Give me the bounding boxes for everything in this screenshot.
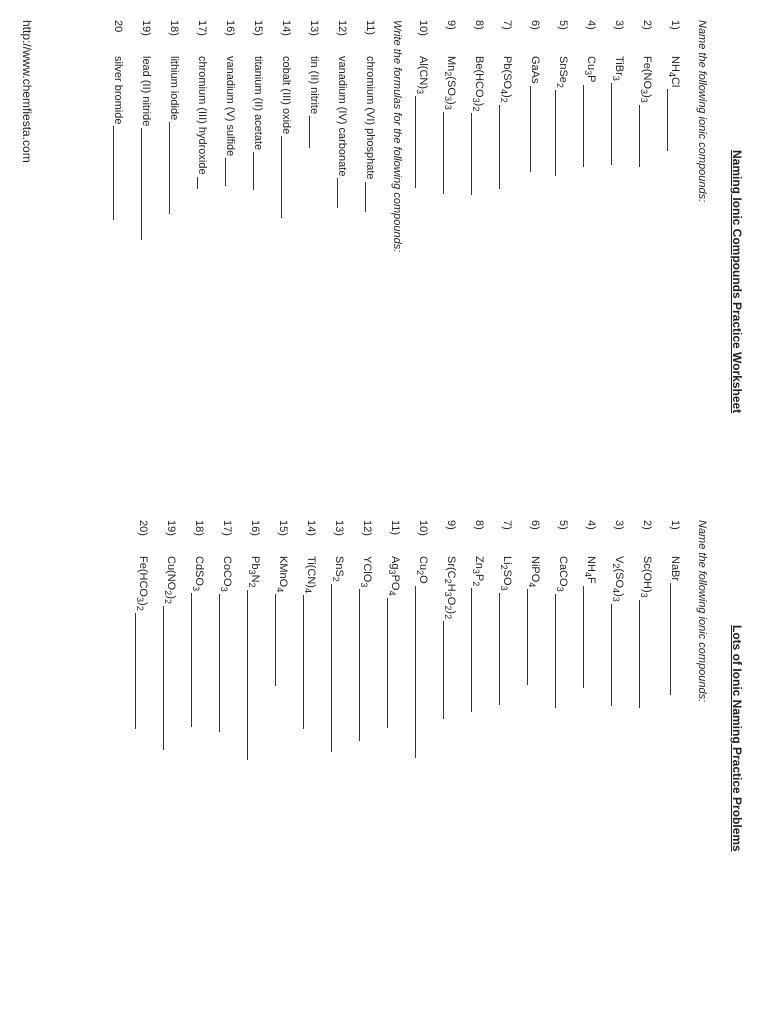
right-answer-line[interactable] (611, 604, 612, 706)
right-item-text: KMnO$_4$ (273, 556, 290, 686)
left-s2-item-number: 16) (224, 20, 236, 36)
left-s1-answer-line[interactable] (499, 105, 500, 189)
right-answer-line[interactable] (331, 584, 332, 752)
right-item-text: $Sc(OH)_3$ (637, 556, 654, 708)
left-s2-item-number: 19) (140, 20, 152, 36)
right-item-number: 19) (165, 520, 177, 536)
source-url[interactable]: http://www.chemfiesta.com (20, 20, 34, 163)
left-s1-answer-line[interactable] (415, 96, 416, 188)
left-s2-item-number: 15) (252, 20, 264, 36)
left-s1-item-number: 4) (585, 20, 597, 30)
left-s1-item-number: 8) (473, 20, 485, 30)
right-answer-line[interactable] (135, 613, 136, 729)
left-s2-answer-line[interactable] (309, 116, 310, 148)
left-s2-item-text: lead (II) nitride (139, 56, 153, 240)
left-s1-answer-line[interactable] (471, 113, 472, 195)
left-s1-item-text: $Pb(SO_4)_2$ (497, 56, 514, 189)
right-item-text: $Cu_2O$ (413, 556, 430, 758)
left-s2-item-number: 12) (336, 20, 348, 36)
left-s2-item-text: silver bromide (111, 56, 125, 220)
right-item-text: NiPO$_4$ (525, 556, 542, 685)
left-s2-answer-line[interactable] (141, 128, 142, 240)
left-s1-item-number: 5) (557, 20, 569, 30)
left-s2-answer-line[interactable] (281, 136, 282, 218)
right-answer-line[interactable] (527, 589, 528, 685)
left-s2-item-number: 14) (280, 20, 292, 36)
right-item-text: YClO$_3$ (357, 556, 374, 741)
right-answer-line[interactable] (583, 586, 584, 688)
left-s1-item-number: 1) (669, 20, 681, 30)
left-s2-item-number: 20 (112, 20, 124, 33)
left-title: Naming Ionic Compounds Practice Worksheet (730, 150, 744, 414)
right-item-text: CdSO$_3$ (189, 556, 206, 727)
left-s2-item-text: lithium iodide (167, 56, 181, 214)
left-s1-item-number: 9) (445, 20, 457, 30)
right-answer-line[interactable] (303, 595, 304, 729)
right-item-number: 3) (613, 520, 625, 530)
right-item-text: CoCO$_3$ (217, 556, 234, 732)
left-s1-answer-line[interactable] (443, 112, 444, 194)
right-item-number: 5) (557, 520, 569, 530)
right-item-text: $NH_4F$ (581, 556, 598, 688)
right-answer-line[interactable] (359, 589, 360, 741)
left-s2-item-number: 11) (364, 20, 376, 36)
right-answer-line[interactable] (191, 593, 192, 727)
left-s1-item-text: $Be(HCO_3)_2$ (469, 56, 486, 195)
right-answer-line[interactable] (471, 588, 472, 712)
right-item-number: 8) (473, 520, 485, 530)
right-item-number: 13) (333, 520, 345, 536)
right-item-number: 16) (249, 520, 261, 536)
left-section1-instruction: Name the following ionic compounds: (696, 20, 708, 203)
right-item-text: $Fe(HCO_3)_2$ (133, 556, 150, 729)
right-answer-line[interactable] (670, 583, 671, 695)
right-item-text: $Sr(C_2H_3O_2)_2$ (441, 556, 458, 719)
right-item-number: 11) (389, 520, 401, 536)
right-answer-line[interactable] (555, 594, 556, 708)
left-s2-answer-line[interactable] (169, 122, 170, 214)
left-s2-item-number: 18) (168, 20, 180, 36)
right-answer-line[interactable] (275, 594, 276, 686)
left-s2-answer-line[interactable] (253, 152, 254, 190)
right-instruction: Name the following ionic compounds: (696, 520, 708, 703)
right-item-text: SnS$_2$ (329, 556, 346, 752)
right-item-number: 1) (669, 520, 681, 530)
left-s1-item-number: 3) (613, 20, 625, 30)
right-answer-line[interactable] (499, 593, 500, 705)
left-s2-item-text: tin (II) nitrite (307, 56, 321, 148)
right-item-text: $Ag_3PO_4$ (385, 556, 402, 728)
right-item-text: $V_2(SO_4)_3$ (609, 556, 626, 706)
left-s1-item-text: $Al(CN)_3$ (413, 56, 430, 188)
left-s1-item-text: $Mn_2(SO_3)_3$ (441, 56, 458, 194)
right-item-number: 14) (305, 520, 317, 536)
left-s2-item-number: 13) (308, 20, 320, 36)
right-item-text: NaBr (668, 556, 682, 695)
right-item-text: $Ti(CN)_4$ (301, 556, 318, 729)
right-item-text: $Li_2SO_3$ (497, 556, 514, 705)
left-s2-item-text: chromium (III) hydroxide (195, 56, 209, 189)
right-answer-line[interactable] (639, 600, 640, 708)
left-s1-item-text: GaAs (528, 56, 542, 172)
right-title: Lots of Ionic Naming Practice Problems (730, 625, 744, 852)
right-item-number: 4) (585, 520, 597, 530)
right-item-text: $Pb_3N_2$ (245, 556, 262, 760)
right-item-number: 12) (361, 520, 373, 536)
left-s2-answer-line[interactable] (225, 158, 226, 186)
left-s1-answer-line[interactable] (530, 86, 531, 172)
left-s1-answer-line[interactable] (667, 89, 668, 151)
left-s2-item-text: chromium (VI) phosphate (363, 56, 377, 212)
right-answer-line[interactable] (247, 590, 248, 760)
right-item-number: 15) (277, 520, 289, 536)
left-s2-item-number: 17) (196, 20, 208, 36)
left-s1-item-text: $NH_4Cl$ (665, 56, 682, 151)
left-s1-item-text: $Cu_3P$ (581, 56, 598, 167)
left-s1-answer-line[interactable] (639, 105, 640, 167)
left-s2-item-text: vanadium (V) sulfide (223, 56, 237, 186)
right-item-number: 9) (445, 520, 457, 530)
left-s2-item-text: cobalt (III) oxide (279, 56, 293, 218)
right-answer-line[interactable] (219, 594, 220, 732)
right-item-number: 17) (221, 520, 233, 536)
left-s1-item-text: TiBr$_3$ (609, 56, 626, 165)
right-item-number: 18) (193, 520, 205, 536)
right-item-number: 7) (501, 520, 513, 530)
left-s1-item-number: 2) (641, 20, 653, 30)
right-item-text: CaCO$_3$ (553, 556, 570, 708)
left-s2-answer-line[interactable] (337, 178, 338, 208)
right-item-number: 20) (137, 520, 149, 536)
left-s1-item-number: 6) (529, 20, 541, 30)
left-s2-answer-line[interactable] (197, 177, 198, 189)
right-item-number: 6) (529, 520, 541, 530)
right-answer-line[interactable] (415, 586, 416, 758)
left-s1-item-text: SnSe$_2$ (553, 56, 570, 176)
left-s1-item-number: 10) (417, 20, 429, 36)
left-s1-answer-line[interactable] (583, 85, 584, 167)
right-answer-line[interactable] (387, 598, 388, 728)
left-s1-item-text: $Fe(NO_3)_3$ (637, 56, 654, 167)
left-section2-instruction: Write the formulas for the following compounds: (391, 20, 403, 253)
right-item-number: 10) (417, 520, 429, 536)
right-item-text: $Cu(NO_2)_2$ (161, 556, 178, 750)
right-item-text: $Zn_3P_2$ (469, 556, 486, 712)
right-answer-line[interactable] (443, 621, 444, 719)
left-s2-item-text: vanadium (IV) carbonate (335, 56, 349, 208)
left-s1-answer-line[interactable] (555, 90, 556, 176)
right-item-number: 2) (641, 520, 653, 530)
right-answer-line[interactable] (163, 606, 164, 750)
left-s1-item-number: 7) (501, 20, 513, 30)
left-s1-answer-line[interactable] (611, 83, 612, 165)
left-s2-answer-line[interactable] (365, 182, 366, 212)
left-s2-answer-line[interactable] (113, 126, 114, 220)
left-s2-item-text: titanium (II) acetate (251, 56, 265, 190)
